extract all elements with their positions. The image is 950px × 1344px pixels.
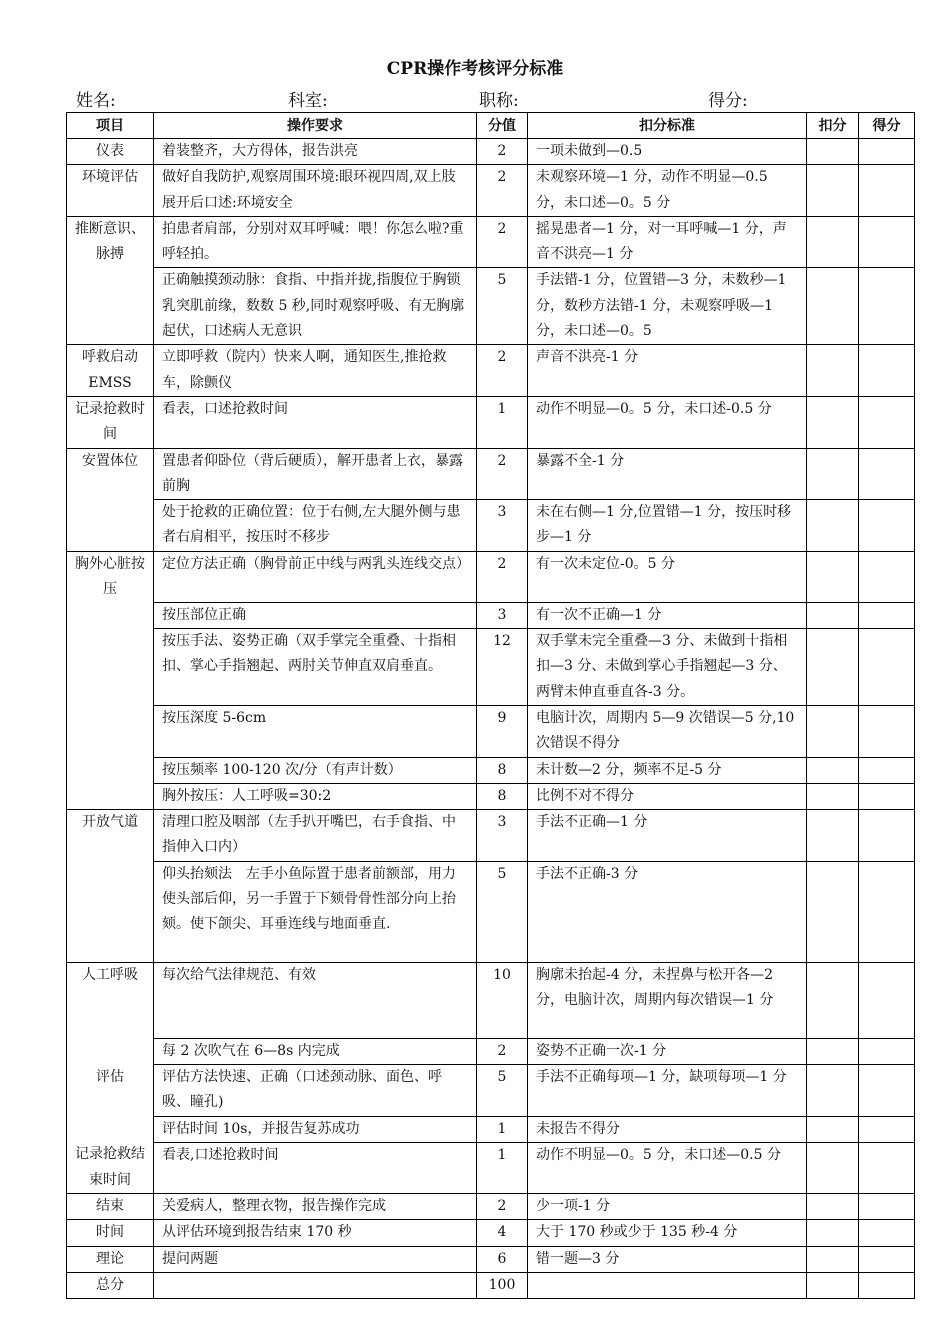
requirement-cell: 关爱病人，整理衣物，报告操作完成 — [154, 1194, 477, 1220]
item-cell: 呼救启动 EMSS — [67, 345, 154, 397]
requirement-cell: 提问两题 — [154, 1246, 477, 1272]
requirement-cell: 置患者仰卧位（背后硬质），解开患者上衣，暴露前胸 — [154, 448, 477, 500]
item-cell: 推断意识、脉搏 — [67, 216, 154, 344]
table-row — [67, 500, 915, 552]
score-entry-cell[interactable] — [859, 1038, 915, 1064]
column-header-item: 项目 — [67, 113, 154, 139]
requirement-cell: 评估方法快速、正确（口述颈动脉、面色、呼吸、瞳孔) — [154, 1065, 477, 1117]
table-row — [67, 629, 915, 706]
points-cell: 3 — [477, 602, 528, 628]
item-cell: 时间 — [67, 1220, 154, 1246]
score-entry-cell[interactable] — [859, 1220, 915, 1246]
deduction-standard-cell: 未计数—2 分，频率不足-5 分 — [528, 757, 807, 783]
score-entry-cell[interactable] — [859, 962, 915, 1038]
score-entry-cell[interactable] — [859, 165, 915, 217]
deduction-entry-cell[interactable] — [807, 500, 859, 552]
points-cell: 2 — [477, 1038, 528, 1064]
page-title: CPR操作考核评分标准 — [386, 59, 564, 79]
points-cell: 5 — [477, 268, 528, 345]
deduction-standard-cell: 动作不明显—0。5 分，未口述-0.5 分 — [528, 396, 807, 448]
deduction-standard-cell: 胸廓未抬起-4 分，未捏鼻与松开各—2 分，电脑计次，周期内每次错误—1 分 — [528, 962, 807, 1038]
table-row — [67, 962, 915, 1038]
deduction-entry-cell[interactable] — [807, 1116, 859, 1142]
item-cell: 记录抢救时间 — [67, 396, 154, 448]
deduction-standard-cell: 有一次未定位-0。5 分 — [528, 551, 807, 602]
title-rank-label: 职称: — [479, 91, 519, 111]
score-entry-cell[interactable] — [859, 757, 915, 783]
requirement-cell: 仰头抬颏法 左手小鱼际置于患者前额部，用力使头部后仰，另一手置于下颏骨骨性部分向上抬颏。使下颌尖、耳垂连线与地面垂直. — [154, 861, 477, 962]
requirement-cell: 拍患者肩部，分别对双耳呼喊：喂！你怎么啦?重呼轻拍。 — [154, 216, 477, 268]
points-cell: 2 — [477, 139, 528, 165]
table-row — [67, 396, 915, 448]
table-row — [67, 810, 915, 862]
scoring-table — [66, 112, 915, 1299]
points-cell: 1 — [477, 1116, 528, 1142]
deduction-entry-cell[interactable] — [807, 783, 859, 809]
deduction-standard-cell: 未观察环境—1 分，动作不明显—0.5 分，未口述—0。5 分 — [528, 165, 807, 217]
points-cell: 5 — [477, 1065, 528, 1117]
item-cell: 仪表 — [67, 139, 154, 165]
points-cell: 1 — [477, 1142, 528, 1193]
requirement-cell: 着装整齐，大方得体，报告洪亮 — [154, 139, 477, 165]
requirement-cell: 按压手法、姿势正确（双手掌完全重叠、十指相扣、掌心手指翘起、两肘关节伸直双肩垂直。 — [154, 629, 477, 706]
score-entry-cell[interactable] — [859, 1246, 915, 1272]
score-entry-cell[interactable] — [859, 1194, 915, 1220]
deduction-standard-cell: 一项未做到—0.5 — [528, 139, 807, 165]
deduction-entry-cell[interactable] — [807, 861, 859, 962]
deduction-standard-cell: 错一题—3 分 — [528, 1246, 807, 1272]
deduction-standard-cell: 未在右侧—1 分,位置错—1 分，按压时移步—1 分 — [528, 500, 807, 552]
item-cell: 结束 — [67, 1194, 154, 1220]
requirement-cell: 看表,口述抢救时间 — [154, 1142, 477, 1193]
score-entry-cell[interactable] — [859, 216, 915, 268]
column-header-requirement: 操作要求 — [154, 113, 477, 139]
points-cell: 8 — [477, 757, 528, 783]
table-row — [67, 861, 915, 962]
deduction-standard-cell: 电脑计次，周期内 5—9 次错误—5 分,10 次错误不得分 — [528, 705, 807, 757]
table-row — [67, 551, 915, 602]
item-cell: 记录抢救结束时间 — [67, 1142, 154, 1193]
deduction-entry-cell[interactable] — [807, 1272, 859, 1298]
score-entry-cell[interactable] — [859, 396, 915, 448]
deduction-standard-cell: 摇晃患者—1 分，对一耳呼喊—1 分，声音不洪亮—1 分 — [528, 216, 807, 268]
table-row — [67, 165, 915, 217]
deduction-entry-cell[interactable] — [807, 1246, 859, 1272]
table-header-row — [67, 113, 915, 139]
table-row — [67, 705, 915, 757]
requirement-cell: 每 2 次吹气在 6—8s 内完成 — [154, 1038, 477, 1064]
points-cell: 12 — [477, 629, 528, 706]
points-cell: 2 — [477, 345, 528, 397]
total-score-label: 得分: — [708, 91, 748, 111]
column-header-points: 分值 — [477, 113, 528, 139]
deduction-entry-cell[interactable] — [807, 268, 859, 345]
points-cell: 4 — [477, 1220, 528, 1246]
table-row — [67, 783, 915, 809]
score-entry-cell[interactable] — [859, 345, 915, 397]
deduction-entry-cell[interactable] — [807, 1065, 859, 1117]
requirement-cell: 按压频率 100-120 次/分（有声计数） — [154, 757, 477, 783]
name-label: 姓名: — [76, 91, 116, 111]
points-cell: 8 — [477, 783, 528, 809]
requirement-cell: 定位方法正确（胸骨前正中线与两乳头连线交点） — [154, 551, 477, 602]
deduction-entry-cell[interactable] — [807, 216, 859, 268]
points-cell: 2 — [477, 1194, 528, 1220]
deduction-standard-cell: 声音不洪亮-1 分 — [528, 345, 807, 397]
deduction-standard-cell — [528, 1272, 807, 1298]
requirement-cell: 看表，口述抢救时间 — [154, 396, 477, 448]
points-cell: 2 — [477, 165, 528, 217]
points-cell: 2 — [477, 551, 528, 602]
score-entry-cell[interactable] — [859, 705, 915, 757]
requirement-cell: 每次给气法律规范、有效 — [154, 962, 477, 1038]
deduction-standard-cell: 比例不对不得分 — [528, 783, 807, 809]
deduction-entry-cell[interactable] — [807, 810, 859, 862]
score-entry-cell[interactable] — [859, 1142, 915, 1193]
deduction-entry-cell[interactable] — [807, 396, 859, 448]
score-entry-cell[interactable] — [859, 783, 915, 809]
deduction-standard-cell: 未报告不得分 — [528, 1116, 807, 1142]
points-cell: 3 — [477, 500, 528, 552]
item-cell: 人工呼吸 — [67, 962, 154, 1064]
points-cell: 10 — [477, 962, 528, 1038]
deduction-entry-cell[interactable] — [807, 551, 859, 602]
score-entry-cell[interactable] — [859, 602, 915, 628]
item-cell: 胸外心脏按压 — [67, 551, 154, 809]
deduction-entry-cell[interactable] — [807, 1142, 859, 1193]
item-cell: 安置体位 — [67, 448, 154, 551]
requirement-cell: 处于抢救的正确位置：位于右侧,左大腿外侧与患者右肩相平，按压时不移步 — [154, 500, 477, 552]
total-points-cell: 100 — [477, 1272, 528, 1298]
deduction-entry-cell[interactable] — [807, 629, 859, 706]
deduction-standard-cell: 手法错-1 分，位置错—3 分，未数秒—1 分，数秒方法错-1 分，未观察呼吸—1 分，未口述—0。5 — [528, 268, 807, 345]
table-row — [67, 1142, 915, 1193]
deduction-standard-cell: 暴露不全-1 分 — [528, 448, 807, 500]
table-row — [67, 1065, 915, 1117]
column-header-deduction-standard: 扣分标准 — [528, 113, 807, 139]
points-cell: 5 — [477, 861, 528, 962]
table-row — [67, 1194, 915, 1220]
table-row — [67, 602, 915, 628]
points-cell: 9 — [477, 705, 528, 757]
table-row — [67, 139, 915, 165]
requirement-cell — [154, 1272, 477, 1298]
column-header-deduction: 扣分 — [807, 113, 859, 139]
deduction-entry-cell[interactable] — [807, 139, 859, 165]
score-entry-cell[interactable] — [859, 810, 915, 862]
requirement-cell: 按压深度 5-6cm — [154, 705, 477, 757]
deduction-entry-cell[interactable] — [807, 1038, 859, 1064]
table-row — [67, 216, 915, 268]
table-row — [67, 1116, 915, 1142]
table-row — [67, 268, 915, 345]
item-cell: 理论 — [67, 1246, 154, 1272]
department-label: 科室: — [288, 91, 328, 111]
score-entry-cell[interactable] — [859, 551, 915, 602]
requirement-cell: 胸外按压：人工呼吸=30:2 — [154, 783, 477, 809]
score-entry-cell[interactable] — [859, 861, 915, 962]
item-cell: 评估 — [67, 1065, 154, 1143]
score-entry-cell[interactable] — [859, 1272, 915, 1298]
requirement-cell: 正确触摸颈动脉：食指、中指并拢,指腹位于胸锁乳突肌前缘，数数 5 秒,同时观察呼吸、有无胸廓起伏，口述病人无意识 — [154, 268, 477, 345]
score-entry-cell[interactable] — [859, 629, 915, 706]
deduction-standard-cell: 动作不明显—0。5 分，未口述—0.5 分 — [528, 1142, 807, 1193]
deduction-standard-cell: 双手掌未完全重叠—3 分、未做到十指相扣—3 分、未做到掌心手指翘起—3 分、两臂未伸直垂直各-3 分。 — [528, 629, 807, 706]
table-row — [67, 757, 915, 783]
deduction-standard-cell: 姿势不正确一次-1 分 — [528, 1038, 807, 1064]
table-row — [67, 1038, 915, 1064]
score-entry-cell[interactable] — [859, 139, 915, 165]
table-row — [67, 345, 915, 397]
points-cell: 6 — [477, 1246, 528, 1272]
score-entry-cell[interactable] — [859, 500, 915, 552]
deduction-entry-cell[interactable] — [807, 165, 859, 217]
requirement-cell: 评估时间 10s，并报告复苏成功 — [154, 1116, 477, 1142]
deduction-standard-cell: 少一项-1 分 — [528, 1194, 807, 1220]
deduction-standard-cell: 有一次不正确—1 分 — [528, 602, 807, 628]
requirement-cell: 立即呼救（院内）快来人啊，通知医生,推抢救车，除颤仪 — [154, 345, 477, 397]
requirement-cell: 从评估环境到报告结束 170 秒 — [154, 1220, 477, 1246]
deduction-entry-cell[interactable] — [807, 705, 859, 757]
deduction-standard-cell: 手法不正确-3 分 — [528, 861, 807, 962]
column-header-score: 得分 — [859, 113, 915, 139]
deduction-entry-cell[interactable] — [807, 1194, 859, 1220]
points-cell: 2 — [477, 216, 528, 268]
item-cell: 环境评估 — [67, 165, 154, 217]
requirement-cell: 做好自我防护,观察周围环境:眼环视四周,双上肢展开后口述:环境安全 — [154, 165, 477, 217]
deduction-entry-cell[interactable] — [807, 962, 859, 1038]
points-cell: 1 — [477, 396, 528, 448]
requirement-cell: 按压部位正确 — [154, 602, 477, 628]
score-entry-cell[interactable] — [859, 448, 915, 500]
item-cell: 总分 — [67, 1272, 154, 1298]
deduction-entry-cell[interactable] — [807, 345, 859, 397]
score-entry-cell[interactable] — [859, 1116, 915, 1142]
table-row — [67, 1220, 915, 1246]
score-entry-cell[interactable] — [859, 268, 915, 345]
deduction-entry-cell[interactable] — [807, 1220, 859, 1246]
total-row — [67, 1272, 915, 1298]
points-cell: 3 — [477, 810, 528, 862]
deduction-entry-cell[interactable] — [807, 757, 859, 783]
deduction-standard-cell: 大于 170 秒或少于 135 秒-4 分 — [528, 1220, 807, 1246]
score-entry-cell[interactable] — [859, 1065, 915, 1117]
deduction-entry-cell[interactable] — [807, 448, 859, 500]
points-cell: 2 — [477, 448, 528, 500]
deduction-standard-cell: 手法不正确每项—1 分，缺项每项—1 分 — [528, 1065, 807, 1117]
candidate-info-row — [0, 86, 950, 110]
item-cell: 开放气道 — [67, 810, 154, 963]
requirement-cell: 清理口腔及咽部（左手扒开嘴巴，右手食指、中指伸入口内） — [154, 810, 477, 862]
deduction-entry-cell[interactable] — [807, 602, 859, 628]
deduction-standard-cell: 手法不正确—1 分 — [528, 810, 807, 862]
table-row — [67, 1246, 915, 1272]
table-row — [67, 448, 915, 500]
